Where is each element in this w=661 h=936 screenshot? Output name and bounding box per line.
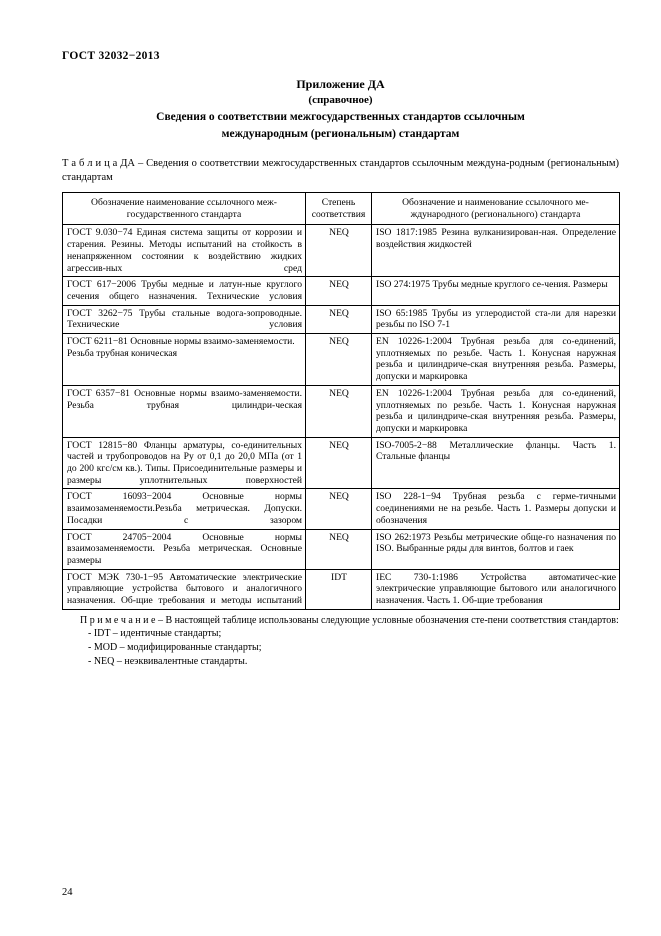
table-row: [63, 277, 620, 305]
cell-international: ISO 1817:1985 Резина вулканизирован-ная. Определение воздействия жидкостей: [372, 225, 620, 277]
cell-gost: ГОСТ 9.030−74 Единая система защиты от коррозии и старения. Резины. Методы испытаний на стойкость в ненапряженном состоянии к воздействию жидких агрессив-ных сред: [63, 225, 306, 277]
cell-international: ISO 262:1973 Резьбы метрические обще-го назначения по ISO. Выбранные ряды для винтов, болтов и гаек: [372, 529, 620, 569]
standards-correspondence-table: [62, 192, 620, 610]
cell-international: ISO 65:1985 Трубы из углеродистой ста-ли для нарезки резьбы по ISO 7-1: [372, 305, 620, 333]
cell-gost: ГОСТ МЭК 730-1−95 Автоматические электрические управляющие устройства бытового и аналогичного назначения. Об-щие требования и методы испытаний: [63, 569, 306, 609]
note-item: - MOD – модифицированные стандарты;: [88, 642, 262, 654]
cell-gost: ГОСТ 12815−80 Фланцы арматуры, со-единительных частей и трубопроводов на Ру от 0,1 до 20,0 МПа (от 1 до 200 кгс/см кв.). Типы. Присоединительные размеры и размеры уплотнительных поверхностей: [63, 437, 306, 489]
appendix-title: Приложение ДА: [296, 77, 385, 91]
cell-degree: NEQ: [306, 385, 372, 437]
column-header-gost: Обозначение наименование ссылочного меж-государственного стандарта: [63, 193, 306, 225]
table-note: [62, 614, 619, 670]
table-row: [63, 225, 620, 277]
cell-international: ISO-7005-2−88 Металлические фланцы. Часть 1. Стальные фланцы: [372, 437, 620, 489]
table-row: [63, 569, 620, 609]
table-row: [63, 385, 620, 437]
cell-degree: NEQ: [306, 529, 372, 569]
cell-degree: NEQ: [306, 334, 372, 386]
table-caption: Т а б л и ц а ДА – Сведения о соответствии межгосударственных стандартов ссылочным междуна-родным (региональным) стандартам: [62, 157, 619, 183]
appendix-heading-line-1: Сведения о соответствии межгосударственных стандартов ссылочным: [156, 111, 525, 124]
cell-international: ISO 228-1−94 Трубная резьба с герме-тичными соединениями не на резьбе. Часть 1. Размеры допуски и обозначения: [372, 489, 620, 529]
cell-international: EN 10226-1:2004 Трубная резьба для со-единений, уплотняемых по резьбе. Часть 1. Конусная наружная резьба и цилиндриче-ская внутренняя резьба. Размеры, допуски и маркировка: [372, 334, 620, 386]
cell-gost: ГОСТ 16093−2004 Основные нормы взаимозаменяемости.Резьба метрическая. Допуски. Посадки с зазором: [63, 489, 306, 529]
table-row: [63, 437, 620, 489]
table-header-row: [63, 193, 620, 225]
table-row: [63, 489, 620, 529]
appendix-subtitle: (справочное): [308, 94, 373, 107]
table-row: [63, 305, 620, 333]
table-row: [63, 529, 620, 569]
cell-degree: NEQ: [306, 225, 372, 277]
appendix-heading-line-2: международным (региональным) стандартам: [221, 128, 460, 140]
cell-gost: ГОСТ 617−2006 Трубы медные и латун-ные круглого сечения общего назначения. Технические условия: [63, 277, 306, 305]
column-header-international: Обозначение и наименование ссылочного ме-ждународного (регионального) стандарта: [372, 193, 620, 225]
cell-degree: NEQ: [306, 437, 372, 489]
cell-international: ISO 274:1975 Трубы медные круглого се-чения. Размеры: [372, 277, 620, 305]
cell-degree: NEQ: [306, 277, 372, 305]
cell-degree: NEQ: [306, 305, 372, 333]
cell-degree: IDT: [306, 569, 372, 609]
document-standard-code: ГОСТ 32032−2013: [62, 50, 160, 62]
cell-international: EN 10226-1:2004 Трубная резьба для со-единений, уплотняемых по резьбе. Часть 1. Конусная наружная резьба и цилиндриче-ская внутренняя резьба. Размеры, допуски и маркировка: [372, 385, 620, 437]
note-item: - IDT – идентичные стандарты;: [88, 628, 222, 640]
note-list: [62, 627, 619, 669]
cell-gost: ГОСТ 6211−81 Основные нормы взаимо-заменяемости. Резьба трубная коническая: [63, 334, 306, 386]
note-lead-text: П р и м е ч а н и е – В настоящей таблице использованы следующие условные обозначения сте-пени соответствия стандартов:: [80, 614, 619, 626]
cell-gost: ГОСТ 3262−75 Трубы стальные водога-зопроводные. Технические условия: [63, 305, 306, 333]
table-row: [63, 334, 620, 386]
cell-gost: ГОСТ 6357−81 Основные нормы взаимо-заменяемости. Резьба трубная цилиндри-ческая: [63, 385, 306, 437]
column-header-degree: Степень соответствия: [306, 193, 372, 225]
cell-gost: ГОСТ 24705−2004 Основные нормы взаимозаменяемости. Резьба метрическая. Основные размеры: [63, 529, 306, 569]
page-title: [62, 76, 619, 143]
cell-degree: NEQ: [306, 489, 372, 529]
note-item: - NEQ – неэквивалентные стандарты.: [88, 656, 248, 668]
page-number: 24: [62, 887, 73, 898]
cell-international: IEC 730-1:1986 Устройства автоматичес-кие электрические управляющие бытового или аналогичного назначения. Часть 1. Об-щие требования: [372, 569, 620, 609]
